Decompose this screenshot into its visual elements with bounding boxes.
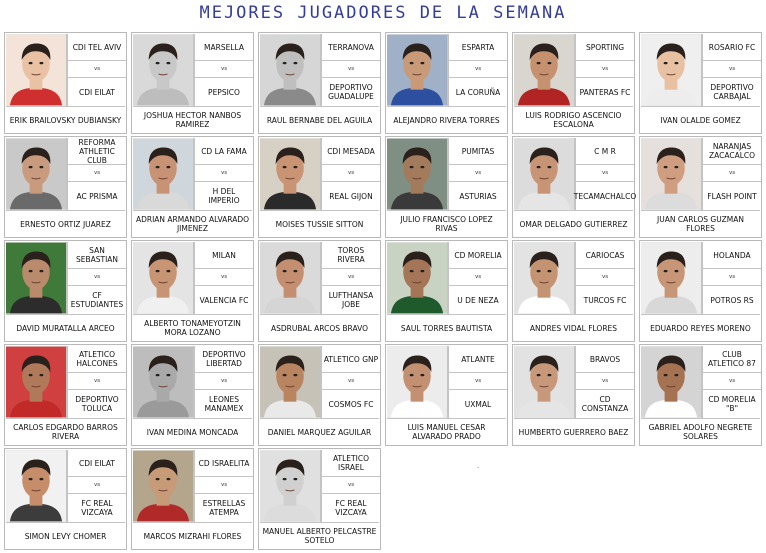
vs-label: vs <box>194 61 253 78</box>
away-team: H DEL IMPERIO <box>194 182 253 210</box>
player-card <box>258 32 381 134</box>
vs-label: vs <box>321 477 380 494</box>
player-photo <box>6 346 67 418</box>
away-team: FLASH POINT <box>702 182 761 210</box>
vs-label: vs <box>702 373 761 390</box>
away-team: CD MORELIA "B" <box>702 390 761 418</box>
player-name: DANIEL MARQUEZ AGUILAR <box>260 418 379 445</box>
player-card <box>4 344 127 446</box>
player-name: HUMBERTO GUERRERO BAEZ <box>514 418 633 445</box>
away-team: POTROS RS <box>702 286 761 314</box>
away-team: FC REAL VIZCAYA <box>321 494 380 522</box>
home-team: CD ISRAELITA <box>194 450 253 477</box>
home-team: CDI MESADA <box>321 138 380 165</box>
vs-label: vs <box>321 61 380 78</box>
page-title: MEJORES JUGADORES DE LA SEMANA <box>199 3 567 23</box>
player-card <box>258 344 381 446</box>
player-card <box>4 32 127 134</box>
home-team: CDI EILAT <box>67 450 126 477</box>
player-card <box>512 240 635 342</box>
player-name: MOISES TUSSIE SITTON <box>260 210 379 237</box>
home-team: MARSELLA <box>194 34 253 61</box>
away-team: AC PRISMA <box>67 182 126 210</box>
player-card <box>639 240 762 342</box>
player-card <box>385 344 508 446</box>
away-team: PEPSICO <box>194 78 253 106</box>
vs-label: vs <box>702 165 761 182</box>
player-photo <box>641 34 702 106</box>
home-team: ROSARIO FC <box>702 34 761 61</box>
player-photo <box>387 346 448 418</box>
vs-label: vs <box>448 61 507 78</box>
vs-label: vs <box>321 269 380 286</box>
away-team: U DE NEZA <box>448 286 507 314</box>
player-name: ASDRUBAL ARCOS BRAVO <box>260 314 379 341</box>
player-name: SAUL TORRES BAUTISTA <box>387 314 506 341</box>
vs-label: vs <box>575 165 634 182</box>
vs-label: vs <box>67 477 126 494</box>
home-team: ESPARTA <box>448 34 507 61</box>
away-team: CD CONSTANZA <box>575 390 634 418</box>
player-card <box>385 240 508 342</box>
vs-label: vs <box>448 269 507 286</box>
home-team: CD MORELIA <box>448 242 507 269</box>
home-team: ATLANTE <box>448 346 507 373</box>
away-team: VALENCIA FC <box>194 286 253 314</box>
player-photo <box>133 34 194 106</box>
player-card <box>512 136 635 238</box>
vs-label: vs <box>194 269 253 286</box>
home-team: CD LA FAMA <box>194 138 253 165</box>
player-name: JULIO FRANCISCO LOPEZ RIVAS <box>387 210 506 237</box>
player-name: JUAN CARLOS GUZMAN FLORES <box>641 210 760 237</box>
player-name: RAUL BERNABE DEL AGUILA <box>260 106 379 133</box>
home-team: BRAVOS <box>575 346 634 373</box>
player-photo <box>641 242 702 314</box>
away-team: TECAMACHALCO <box>575 182 634 210</box>
player-name: DAVID MURATALLA ARCEO <box>6 314 125 341</box>
home-team: CLUB ATLETICO 87 <box>702 346 761 373</box>
player-card <box>4 136 127 238</box>
vs-label: vs <box>702 269 761 286</box>
player-name: JOSHUA HECTOR NANBOS RAMIREZ <box>133 106 252 133</box>
player-card <box>639 32 762 134</box>
player-card <box>131 32 254 134</box>
player-name: IVAN OLALDE GOMEZ <box>641 106 760 133</box>
away-team: ASTURIAS <box>448 182 507 210</box>
home-team: ATLETICO GNP <box>321 346 380 373</box>
away-team: DEPORTIVO CARBAJAL <box>702 78 761 106</box>
player-name: GABRIEL ADOLFO NEGRETE SOLARES <box>641 418 760 445</box>
player-card <box>258 136 381 238</box>
vs-label: vs <box>321 373 380 390</box>
vs-label: vs <box>194 373 253 390</box>
player-photo <box>387 242 448 314</box>
vs-label: vs <box>67 61 126 78</box>
player-name: SIMON LEVY CHOMER <box>6 522 125 549</box>
player-name: LUIS MANUEL CESAR ALVARADO PRADO <box>387 418 506 445</box>
player-photo <box>260 450 321 522</box>
player-photo <box>6 138 67 210</box>
away-team: CF ESTUDIANTES <box>67 286 126 314</box>
player-photo <box>260 138 321 210</box>
player-card <box>385 136 508 238</box>
player-card <box>131 448 254 550</box>
player-card <box>258 240 381 342</box>
player-card <box>512 32 635 134</box>
footer-mark: . <box>477 462 480 470</box>
vs-label: vs <box>702 61 761 78</box>
vs-label: vs <box>575 61 634 78</box>
player-photo <box>387 138 448 210</box>
player-photo <box>260 346 321 418</box>
home-team: ATLETICO ISRAEL <box>321 450 380 477</box>
home-team: SPORTING <box>575 34 634 61</box>
vs-label: vs <box>67 165 126 182</box>
player-name: OMAR DELGADO GUTIERREZ <box>514 210 633 237</box>
away-team: CDI EILAT <box>67 78 126 106</box>
home-team: TOROS RIVERA <box>321 242 380 269</box>
player-photo <box>133 346 194 418</box>
home-team: CDI TEL AVIV <box>67 34 126 61</box>
away-team: FC REAL VIZCAYA <box>67 494 126 522</box>
player-photo <box>260 242 321 314</box>
player-photo <box>260 34 321 106</box>
player-photo <box>514 346 575 418</box>
player-name: ERNESTO ORTIZ JUAREZ <box>6 210 125 237</box>
away-team: DEPORTIVO TOLUCA <box>67 390 126 418</box>
player-name: ALBERTO TONAMEYOTZIN MORA LOZANO <box>133 314 252 341</box>
away-team: DEPORTIVO GUADALUPE <box>321 78 380 106</box>
player-card <box>385 32 508 134</box>
player-name: LUIS RODRIGO ASCENCIO ESCALONA <box>514 106 633 133</box>
home-team: TERRANOVA <box>321 34 380 61</box>
player-name: CARLOS EDGARDO BARROS RIVERA <box>6 418 125 445</box>
vs-label: vs <box>448 373 507 390</box>
player-photo <box>641 138 702 210</box>
vs-label: vs <box>67 269 126 286</box>
home-team: PUMITAS <box>448 138 507 165</box>
home-team: REFORMA ATHLETIC CLUB <box>67 138 126 165</box>
player-name: MANUEL ALBERTO PELCASTRE SOTELO <box>260 522 379 549</box>
player-photo <box>6 34 67 106</box>
vs-label: vs <box>575 269 634 286</box>
player-photo <box>387 34 448 106</box>
player-photo <box>6 450 67 522</box>
player-photo <box>6 242 67 314</box>
away-team: LA CORUÑA <box>448 78 507 106</box>
home-team: C M R <box>575 138 634 165</box>
player-name: MARCOS MIZRAHI FLORES <box>133 522 252 549</box>
home-team: HOLANDA <box>702 242 761 269</box>
player-card <box>131 136 254 238</box>
home-team: ATLETICO HALCONES <box>67 346 126 373</box>
home-team: NARANJAS ZACACALCO <box>702 138 761 165</box>
away-team: PANTERAS FC <box>575 78 634 106</box>
player-name: ADRIAN ARMANDO ALVARADO JIMENEZ <box>133 210 252 237</box>
player-name: ALEJANDRO RIVERA TORRES <box>387 106 506 133</box>
home-team: DEPORTIVO LIBERTAD <box>194 346 253 373</box>
vs-label: vs <box>194 165 253 182</box>
home-team: CARIOCAS <box>575 242 634 269</box>
vs-label: vs <box>575 373 634 390</box>
player-name: IVAN MEDINA MONCADA <box>133 418 252 445</box>
player-card <box>639 136 762 238</box>
away-team: LEONES MANAMEX <box>194 390 253 418</box>
away-team: UXMAL <box>448 390 507 418</box>
vs-label: vs <box>67 373 126 390</box>
away-team: TURCOS FC <box>575 286 634 314</box>
player-card <box>512 344 635 446</box>
player-name: ANDRES VIDAL FLORES <box>514 314 633 341</box>
player-photo <box>133 242 194 314</box>
player-card <box>639 344 762 446</box>
player-photo <box>133 138 194 210</box>
vs-label: vs <box>448 165 507 182</box>
player-photo <box>641 346 702 418</box>
away-team: ESTRELLAS ATEMPA <box>194 494 253 522</box>
player-photo <box>514 34 575 106</box>
away-team: LUFTHANSA JOBE <box>321 286 380 314</box>
home-team: SAN SEBASTIAN <box>67 242 126 269</box>
away-team: REAL GIJON <box>321 182 380 210</box>
player-name: ERIK BRAILOVSKY DUBIANSKY <box>6 106 125 133</box>
vs-label: vs <box>194 477 253 494</box>
player-photo <box>514 242 575 314</box>
player-photo <box>133 450 194 522</box>
player-card <box>131 344 254 446</box>
player-name: EDUARDO REYES MORENO <box>641 314 760 341</box>
player-card <box>131 240 254 342</box>
home-team: MILAN <box>194 242 253 269</box>
player-card <box>4 448 127 550</box>
player-card <box>258 448 381 550</box>
player-card <box>4 240 127 342</box>
player-photo <box>514 138 575 210</box>
vs-label: vs <box>321 165 380 182</box>
away-team: COSMOS FC <box>321 390 380 418</box>
